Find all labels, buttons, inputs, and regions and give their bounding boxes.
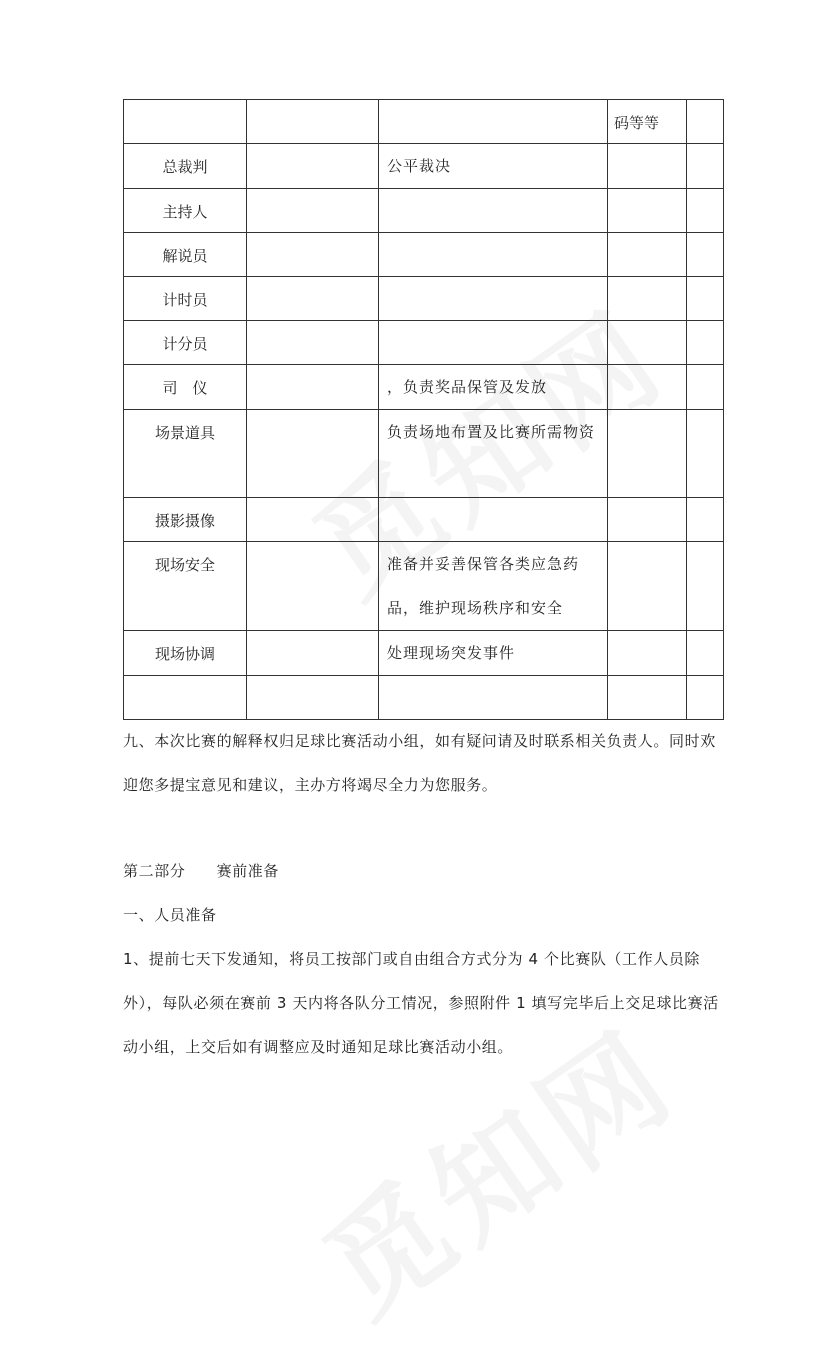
person-cell — [247, 676, 379, 720]
duty-cell: ，负责奖品保管及发放 — [379, 365, 608, 410]
role-cell: 总裁判 — [124, 144, 247, 189]
extra-cell — [687, 631, 724, 676]
role-cell — [124, 100, 247, 144]
extra-cell — [687, 100, 724, 144]
table-row — [124, 277, 724, 321]
table-row — [124, 321, 724, 365]
role-cell: 计分员 — [124, 321, 247, 365]
note-cell — [608, 498, 687, 542]
note-cell — [608, 631, 687, 676]
extra-cell — [687, 676, 724, 720]
person-cell — [247, 189, 379, 233]
role-cell: 解说员 — [124, 233, 247, 277]
note-cell: 码等等 — [608, 100, 687, 144]
duty-cell — [379, 321, 608, 365]
note-cell — [608, 410, 687, 498]
note-cell — [608, 676, 687, 720]
duty-cell — [379, 189, 608, 233]
role-cell: 现场安全 — [124, 542, 247, 631]
duty-cell: 处理现场突发事件 — [379, 631, 608, 676]
person-cell — [247, 365, 379, 410]
table-row — [124, 144, 724, 189]
note-cell — [608, 189, 687, 233]
extra-cell — [687, 189, 724, 233]
person-cell — [247, 233, 379, 277]
staff-duty-table — [123, 99, 724, 720]
table-row — [124, 631, 724, 676]
section-one-heading: 一、人员准备 — [123, 906, 217, 924]
table-row — [124, 542, 724, 631]
duty-cell — [379, 277, 608, 321]
person-cell — [247, 542, 379, 631]
extra-cell — [687, 144, 724, 189]
table-row — [124, 365, 724, 410]
extra-cell — [687, 277, 724, 321]
table-row — [124, 676, 724, 720]
extra-cell — [687, 365, 724, 410]
table-row — [124, 100, 724, 144]
note-cell — [608, 144, 687, 189]
person-cell — [247, 410, 379, 498]
note-cell — [608, 321, 687, 365]
note-cell — [608, 233, 687, 277]
extra-cell — [687, 498, 724, 542]
role-cell: 现场协调 — [124, 631, 247, 676]
duty-cell: 公平裁决 — [379, 144, 608, 189]
extra-cell — [687, 542, 724, 631]
role-cell: 主持人 — [124, 189, 247, 233]
part-two-heading: 第二部分 赛前准备 — [123, 862, 280, 880]
table-row — [124, 498, 724, 542]
extra-cell — [687, 233, 724, 277]
role-cell — [124, 676, 247, 720]
role-cell: 司 仪 — [124, 365, 247, 410]
person-cell — [247, 100, 379, 144]
duty-cell — [379, 100, 608, 144]
table-row — [124, 189, 724, 233]
table-row — [124, 410, 724, 498]
extra-cell — [687, 321, 724, 365]
duty-cell — [379, 676, 608, 720]
person-cell — [247, 144, 379, 189]
person-cell — [247, 277, 379, 321]
duty-cell — [379, 233, 608, 277]
note-cell — [608, 277, 687, 321]
table-row — [124, 233, 724, 277]
note-cell — [608, 365, 687, 410]
duty-cell — [379, 498, 608, 542]
extra-cell — [687, 410, 724, 498]
role-cell: 计时员 — [124, 277, 247, 321]
clause-nine-paragraph: 九、本次比赛的解释权归足球比赛活动小组，如有疑问请及时联系相关负责人。同时欢迎您多提宝意见和建议，主办方将竭尽全力为您服务。 — [123, 732, 716, 794]
duty-cell: 准备并妥善保管各类应急药品，维护现场秩序和安全 — [379, 542, 608, 631]
role-cell: 摄影摄像 — [124, 498, 247, 542]
note-cell — [608, 542, 687, 631]
duty-cell: 负责场地布置及比赛所需物资 — [379, 410, 608, 498]
person-cell — [247, 321, 379, 365]
item-one-paragraph: 1、提前七天下发通知，将员工按部门或自由组合方式分为 4 个比赛队（工作人员除外），每队必须在赛前 3 天内将各队分工情况，参照附件 1 填写完毕后上交足球比赛活动小组，上交后如有调整应及时通知足球比赛活动小组。 — [123, 950, 719, 1056]
role-cell: 场景道具 — [124, 410, 247, 498]
person-cell — [247, 631, 379, 676]
person-cell — [247, 498, 379, 542]
